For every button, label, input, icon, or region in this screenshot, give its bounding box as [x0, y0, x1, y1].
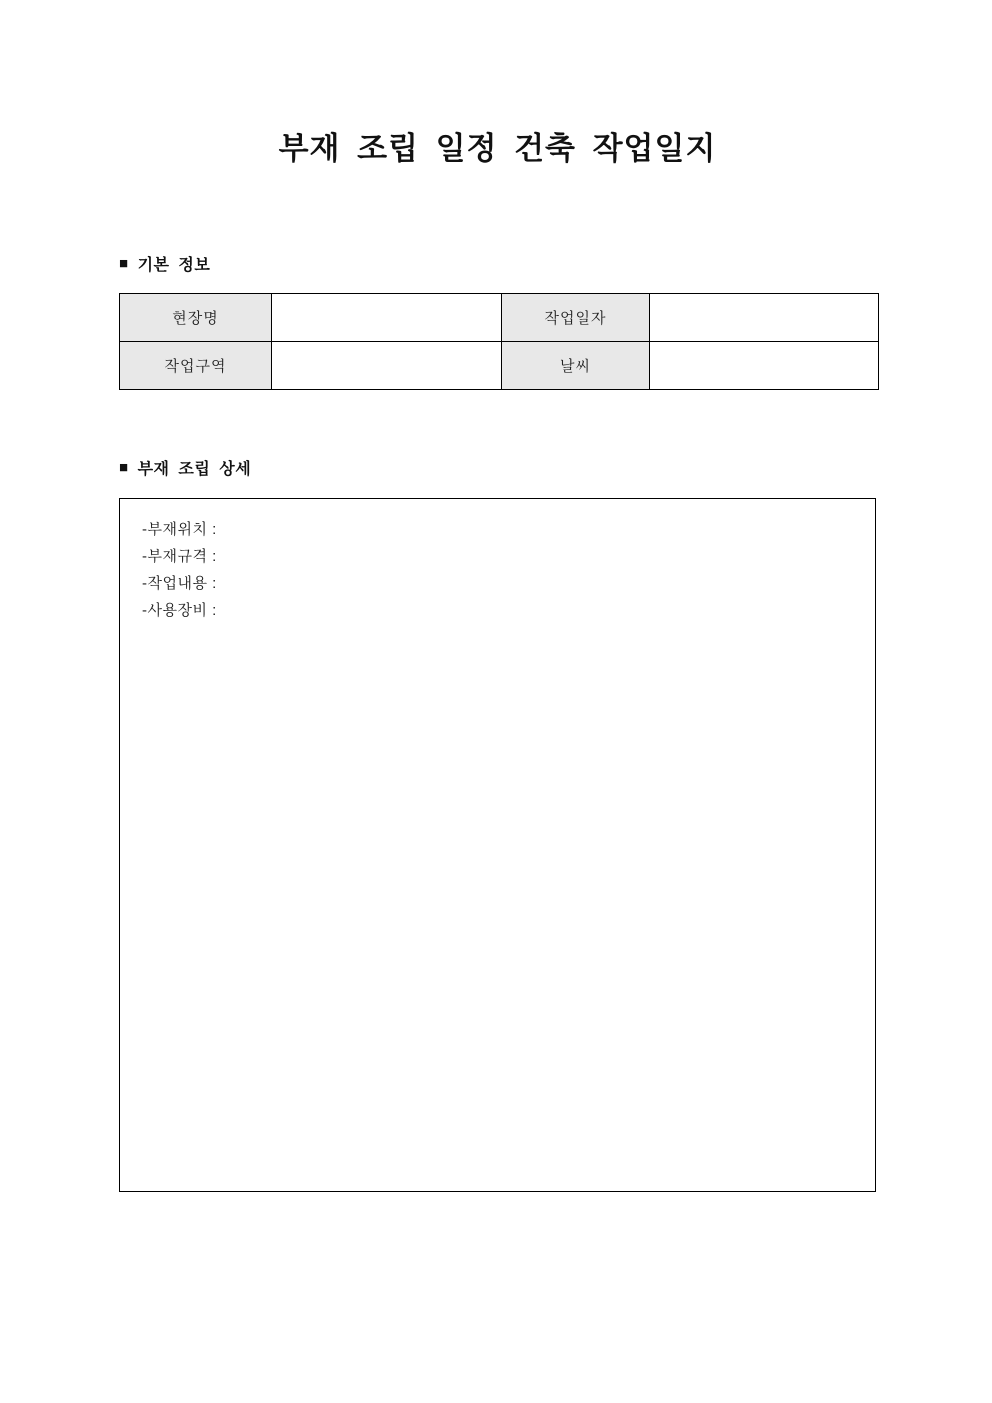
basic-info-table	[119, 293, 879, 390]
assembly-detail-section-title: 부재 조립 상세	[137, 460, 252, 478]
weather-value-cell	[650, 341, 879, 389]
assembly-detail-section-header	[119, 456, 876, 479]
section-bullet-icon: ■	[119, 458, 129, 476]
site-name-value-cell	[272, 293, 502, 341]
basic-info-section-header	[119, 252, 876, 275]
site-name-label-cell: 현장명	[120, 293, 272, 341]
basic-info-section-title: 기본 정보	[137, 256, 211, 274]
detail-line-member-spec: -부재규격 :	[142, 547, 217, 565]
document-title: 부재 조립 일정 건축 작업일지	[278, 131, 717, 166]
work-date-label-cell: 작업일자	[502, 293, 650, 341]
weather-label-cell: 날씨	[502, 341, 650, 389]
section-bullet-icon: ■	[119, 254, 129, 272]
work-date-value-cell	[650, 293, 879, 341]
table-row	[120, 293, 879, 341]
basic-info-section	[119, 252, 876, 390]
table-row	[120, 341, 879, 389]
work-area-label-cell: 작업구역	[120, 341, 272, 389]
assembly-detail-box	[119, 498, 876, 1192]
assembly-detail-section	[119, 456, 876, 1192]
work-area-value-cell	[272, 341, 502, 389]
detail-line-work-content: -작업내용 :	[142, 574, 217, 592]
detail-line-equipment-used: -사용장비 :	[142, 601, 217, 619]
detail-line-member-location: -부재위치 :	[142, 520, 217, 538]
